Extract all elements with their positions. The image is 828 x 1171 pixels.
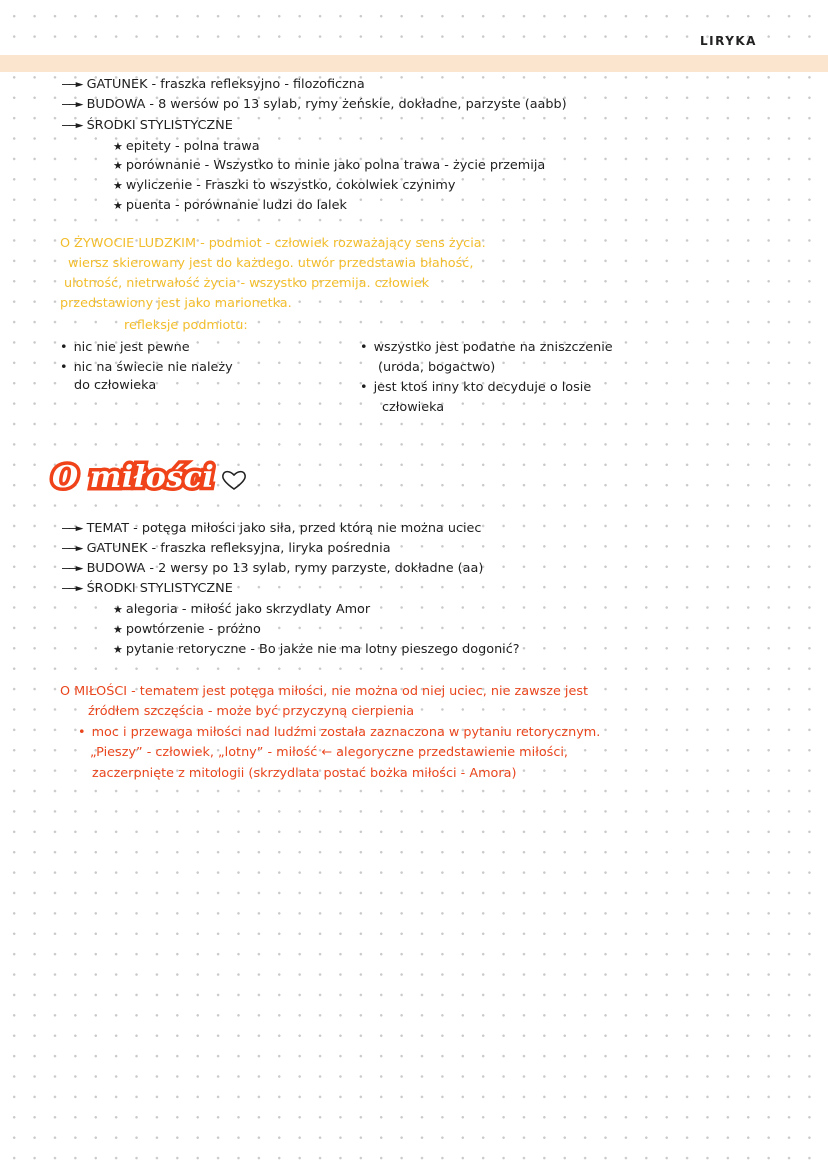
star-icon: ★ xyxy=(113,159,123,172)
list-item-continuation: (uroda, bogactwo) xyxy=(378,360,496,375)
note-line: przedstawiony jest jako marionetka. xyxy=(60,296,292,311)
arrow-icon: ——► xyxy=(62,118,83,133)
list-item: • wszystko jest podatne na zniszczenie xyxy=(360,340,613,355)
item-text: pytanie retoryczne - Bo jakże nie ma lotny pieszego dogonić? xyxy=(125,642,520,657)
section-title: O miłości xyxy=(52,460,215,495)
arrow-icon: ——► xyxy=(62,97,83,112)
list-item xyxy=(62,118,233,134)
item-text: puenta - porównanie ludzi do lalek xyxy=(125,198,347,213)
item-text: powtórzenie - próżno xyxy=(125,622,261,637)
item-text: GATUNEK - fraszka refleksyjna, liryka pośrednia xyxy=(86,541,391,556)
item-text: ŚRODKI STYLISTYCZNE xyxy=(86,118,233,133)
note-subheading: refleksje podmiotu: xyxy=(124,318,248,333)
list-item xyxy=(113,622,261,638)
star-icon: ★ xyxy=(113,623,123,636)
item-text: porównanie - Wszystko to minie jako polna trawa - życie przemija xyxy=(125,158,546,173)
arrow-icon: ——► xyxy=(62,77,83,92)
item-text: alegoria - miłość jako skrzydlaty Amor xyxy=(125,602,371,617)
list-item: • nic na świecie nie należy xyxy=(60,360,233,375)
bullet-icon: • xyxy=(360,380,368,395)
list-item xyxy=(113,139,260,155)
item-text: ŚRODKI STYLISTYCZNE xyxy=(86,581,233,596)
star-icon: ★ xyxy=(113,179,123,192)
item-text: GATUNEK - fraszka refleksyjno - filozoficzna xyxy=(86,77,365,92)
list-item xyxy=(62,541,391,557)
bullet-icon: • xyxy=(78,725,86,740)
note-line: O ŻYWOCIE LUDZKIM - podmiot - człowiek rozważający sens życia. xyxy=(60,236,486,251)
heart-outline-icon xyxy=(220,468,248,492)
arrow-icon: ——► xyxy=(62,521,83,536)
list-item-continuation: człowieka xyxy=(382,400,445,415)
bullet-icon: • xyxy=(360,340,368,355)
note-line: ulotność, nietrwałość życia - wszystko przemija. człowiek xyxy=(64,276,430,291)
list-item xyxy=(62,581,233,597)
list-item: • moc i przewaga miłości nad ludźmi została zaznaczona w pytaniu retorycznym. xyxy=(78,725,601,740)
header-banner xyxy=(0,55,828,72)
page-title: LIRYKA xyxy=(700,34,757,48)
item-text: wyliczenie - Fraszki to wszystko, cokolwiek czynimy xyxy=(125,178,456,193)
note-line: zaczerpnięte z mitologii (skrzydlata postać bożka miłości - Amora) xyxy=(92,766,517,781)
list-item xyxy=(113,158,545,174)
list-item: • jest ktoś inny kto decyduje o losie xyxy=(360,380,592,395)
list-item xyxy=(62,561,483,577)
note-line: „Pieszy” - człowiek, „lotny” - miłość ← alegoryczne przedstawienie miłości, xyxy=(90,745,568,760)
item-text: BUDOWA - 2 wersy po 13 sylab, rymy parzyste, dokładne (aa) xyxy=(86,561,484,576)
bullet-icon: • xyxy=(60,340,68,355)
star-icon: ★ xyxy=(113,643,123,656)
star-icon: ★ xyxy=(113,603,123,616)
arrow-icon: ——► xyxy=(62,541,83,556)
list-item xyxy=(113,178,455,194)
list-item-continuation: do człowieka xyxy=(74,378,157,393)
list-item xyxy=(113,198,347,214)
arrow-icon: ——► xyxy=(62,561,83,576)
bullet-icon: • xyxy=(60,360,68,375)
star-icon: ★ xyxy=(113,140,123,153)
note-line: źródłem szczęścia - może być przyczyną cierpienia xyxy=(88,704,415,719)
arrow-icon: ——► xyxy=(62,581,83,596)
note-line: O MIŁOŚCI - tematem jest potęga miłości, nie można od niej uciec, nie zawsze jest xyxy=(60,684,589,699)
item-text: TEMAT - potęga miłości jako siła, przed którą nie można uciec xyxy=(86,521,482,536)
note-line: wiersz skierowany jest do każdego. utwór przedstawia błahość, xyxy=(68,256,474,271)
item-text: BUDOWA - 8 wersów po 13 sylab, rymy żeńskie, dokładne, parzyste (aabb) xyxy=(86,97,567,112)
list-item xyxy=(113,642,520,658)
list-item xyxy=(62,97,567,113)
item-text: epitety - polna trawa xyxy=(125,139,260,154)
list-item xyxy=(113,602,370,618)
list-item xyxy=(62,77,365,93)
list-item xyxy=(62,521,481,537)
star-icon: ★ xyxy=(113,199,123,212)
list-item: • nic nie jest pewne xyxy=(60,340,190,355)
